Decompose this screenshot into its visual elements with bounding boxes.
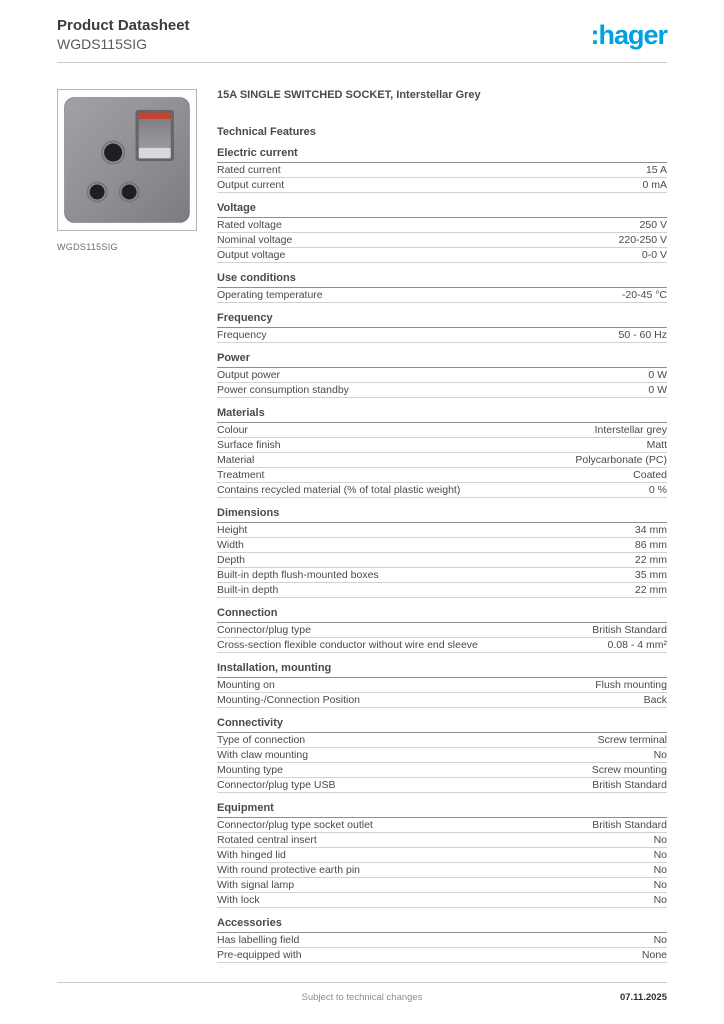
hager-logo: :hager — [590, 20, 667, 50]
footer-row — [57, 992, 667, 1004]
spec-row — [217, 623, 667, 638]
page-header — [57, 16, 667, 53]
spec-row — [217, 368, 667, 383]
spec-value: 0-0 V — [641, 248, 667, 261]
spec-row — [217, 638, 667, 653]
spec-section — [217, 407, 667, 498]
document-title: Product Datasheet — [57, 17, 190, 34]
spec-label: Connector/plug type socket outlet — [217, 818, 373, 831]
spec-row — [217, 233, 667, 248]
spec-value: No — [653, 748, 667, 761]
spec-label: Connector/plug type — [217, 623, 311, 636]
spec-section — [217, 917, 667, 963]
spec-section — [217, 352, 667, 398]
spec-row — [217, 423, 667, 438]
spec-section-heading: Electric current — [217, 147, 667, 163]
spec-label: Type of connection — [217, 733, 306, 746]
spec-value: 220-250 V — [618, 233, 667, 246]
spec-row — [217, 163, 667, 178]
spec-row — [217, 848, 667, 863]
spec-label: Contains recycled material (% of total plastic weight) — [217, 483, 461, 496]
spec-label: Surface finish — [217, 438, 281, 451]
spec-section-heading: Power — [217, 352, 667, 368]
spec-row — [217, 568, 667, 583]
header-titles — [57, 16, 190, 53]
spec-row — [217, 438, 667, 453]
spec-row — [217, 553, 667, 568]
spec-row — [217, 733, 667, 748]
spec-label: Built-in depth flush-mounted boxes — [217, 568, 379, 581]
spec-value: 0.08 - 4 mm² — [607, 638, 667, 651]
spec-row — [217, 453, 667, 468]
spec-label: Material — [217, 453, 255, 466]
spec-section-heading: Dimensions — [217, 507, 667, 523]
spec-section-heading: Connectivity — [217, 717, 667, 733]
spec-value: 15 A — [645, 163, 667, 176]
spec-row — [217, 248, 667, 263]
spec-value: No — [653, 933, 667, 946]
spec-value: British Standard — [592, 778, 667, 791]
spec-row — [217, 483, 667, 498]
spec-row — [217, 778, 667, 793]
spec-section — [217, 662, 667, 708]
spec-row — [217, 863, 667, 878]
spec-row — [217, 288, 667, 303]
spec-section — [217, 717, 667, 793]
spec-value: 22 mm — [634, 583, 667, 596]
spec-label: With hinged lid — [217, 848, 286, 861]
spec-row — [217, 948, 667, 963]
spec-row — [217, 383, 667, 398]
spec-label: Colour — [217, 423, 248, 436]
spec-section-heading: Use conditions — [217, 272, 667, 288]
spec-row — [217, 178, 667, 193]
spec-label: With lock — [217, 893, 260, 906]
spec-value: Flush mounting — [595, 678, 667, 691]
spec-value: No — [653, 878, 667, 891]
spec-value: Polycarbonate (PC) — [575, 453, 667, 466]
spec-row — [217, 878, 667, 893]
spec-value: No — [653, 833, 667, 846]
spec-label: Mounting type — [217, 763, 283, 776]
spec-row — [217, 818, 667, 833]
rocker-switch-glyph — [136, 110, 174, 161]
spec-section-heading: Frequency — [217, 312, 667, 328]
spec-label: Output voltage — [217, 248, 286, 261]
spec-label: Rated voltage — [217, 218, 282, 231]
spec-label: Frequency — [217, 328, 267, 341]
spec-label: Operating temperature — [217, 288, 323, 301]
spec-value: 0 mA — [642, 178, 667, 191]
spec-section — [217, 802, 667, 908]
footer-note: Subject to technical changes — [301, 992, 423, 1003]
product-image-column — [57, 89, 197, 963]
spec-label: Mounting-/Connection Position — [217, 693, 361, 706]
spec-section — [217, 272, 667, 303]
spec-row — [217, 693, 667, 708]
technical-features-heading: Technical Features — [217, 126, 316, 138]
socket-illustration — [63, 96, 191, 224]
spec-label: Treatment — [217, 468, 265, 481]
spec-label: Nominal voltage — [217, 233, 293, 246]
footer-divider — [57, 982, 667, 983]
spec-value: Matt — [646, 438, 667, 451]
spec-label: Output current — [217, 178, 285, 191]
spec-section-heading: Connection — [217, 607, 667, 623]
spec-value: 0 W — [648, 383, 667, 396]
spec-row — [217, 833, 667, 848]
spec-row — [217, 678, 667, 693]
spec-label: Height — [217, 523, 248, 536]
spec-row — [217, 763, 667, 778]
spec-column — [217, 89, 667, 963]
product-image-caption: WGDS115SIG — [57, 242, 118, 252]
spec-value: Screw mounting — [591, 763, 667, 776]
spec-row — [217, 538, 667, 553]
header-divider — [57, 62, 667, 63]
spec-label: Pre-equipped with — [217, 948, 302, 961]
spec-section — [217, 312, 667, 343]
spec-label: Built-in depth — [217, 583, 279, 596]
spec-sections — [217, 147, 667, 963]
spec-section-heading: Equipment — [217, 802, 667, 818]
spec-value: British Standard — [592, 623, 667, 636]
footer-date: 07.11.2025 — [619, 992, 667, 1003]
spec-section-heading: Materials — [217, 407, 667, 423]
spec-row — [217, 933, 667, 948]
spec-section — [217, 507, 667, 598]
product-image — [57, 89, 197, 231]
spec-value: 50 - 60 Hz — [618, 328, 667, 341]
spec-row — [217, 893, 667, 908]
spec-section — [217, 202, 667, 263]
spec-value: British Standard — [592, 818, 667, 831]
spec-section-heading: Accessories — [217, 917, 667, 933]
document-reference: WGDS115SIG — [57, 36, 147, 52]
spec-label: Has labelling field — [217, 933, 300, 946]
spec-value: Coated — [633, 468, 667, 481]
spec-value: 35 mm — [634, 568, 667, 581]
spec-label: With claw mounting — [217, 748, 309, 761]
spec-label: Rated current — [217, 163, 281, 176]
spec-label: Mounting on — [217, 678, 275, 691]
spec-label: Cross-section flexible conductor without wire end sleeve — [217, 638, 478, 651]
product-title: 15A SINGLE SWITCHED SOCKET, Interstellar Grey — [217, 89, 481, 101]
spec-label: Depth — [217, 553, 246, 566]
spec-label: With signal lamp — [217, 878, 295, 891]
spec-section — [217, 147, 667, 193]
spec-value: Interstellar grey — [594, 423, 667, 436]
spec-value: -20-45 °C — [621, 288, 667, 301]
spec-row — [217, 468, 667, 483]
spec-label: Output power — [217, 368, 281, 381]
spec-row — [217, 583, 667, 598]
spec-value: 34 mm — [634, 523, 667, 536]
spec-value: Back — [643, 693, 667, 706]
spec-section-heading: Voltage — [217, 202, 667, 218]
spec-row — [217, 523, 667, 538]
spec-value: 22 mm — [634, 553, 667, 566]
page-footer — [57, 982, 667, 1004]
spec-label: Width — [217, 538, 244, 551]
spec-row — [217, 748, 667, 763]
spec-label: Rotated central insert — [217, 833, 317, 846]
spec-label: Power consumption standby — [217, 383, 349, 396]
spec-section — [217, 607, 667, 653]
spec-value: 86 mm — [634, 538, 667, 551]
spec-value: 250 V — [639, 218, 667, 231]
spec-value: None — [641, 948, 667, 961]
spec-value: 0 % — [648, 483, 667, 496]
spec-label: Connector/plug type USB — [217, 778, 336, 791]
spec-value: No — [653, 848, 667, 861]
spec-value: No — [653, 893, 667, 906]
spec-value: No — [653, 863, 667, 876]
spec-row — [217, 328, 667, 343]
spec-value: 0 W — [648, 368, 667, 381]
spec-section-heading: Installation, mounting — [217, 662, 667, 678]
spec-label: With round protective earth pin — [217, 863, 360, 876]
main-content — [57, 89, 667, 963]
spec-row — [217, 218, 667, 233]
spec-value: Screw terminal — [597, 733, 667, 746]
